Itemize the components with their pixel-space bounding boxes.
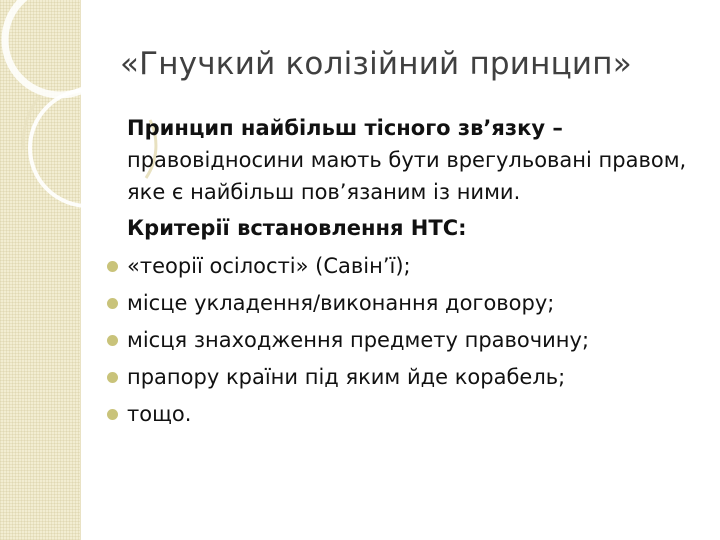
list-item-text: місце укладення/виконання договору; <box>127 291 555 315</box>
bullet-icon <box>107 409 118 420</box>
list-item <box>103 396 702 433</box>
list-item-text: «теорії осілості» (Савін’ї); <box>127 254 411 278</box>
principle-paragraph <box>127 112 702 208</box>
list-item <box>103 248 702 285</box>
list-item-text: прапору країни під яким йде корабель; <box>127 365 566 389</box>
principle-term: Принцип найбільш тісного зв’язку – <box>127 116 563 140</box>
list-item-text: місця знаходження предмету правочину; <box>127 328 590 352</box>
slide-title: «Гнучкий колізійний принцип» <box>120 46 632 82</box>
criteria-heading: Критерії встановлення НТС: <box>127 216 467 240</box>
bullet-icon <box>107 261 118 272</box>
list-item <box>103 285 702 322</box>
list-item <box>103 359 702 396</box>
criteria-list <box>127 248 702 433</box>
slide-content <box>127 112 702 433</box>
bullet-icon <box>107 298 118 309</box>
bullet-icon <box>107 372 118 383</box>
list-item-text: тощо. <box>127 402 192 426</box>
principle-definition: правовідносини мають бути врегульовані правом, яке є найбільш пов’язаним із ними. <box>127 148 687 204</box>
list-item <box>103 322 702 359</box>
bullet-icon <box>107 335 118 346</box>
